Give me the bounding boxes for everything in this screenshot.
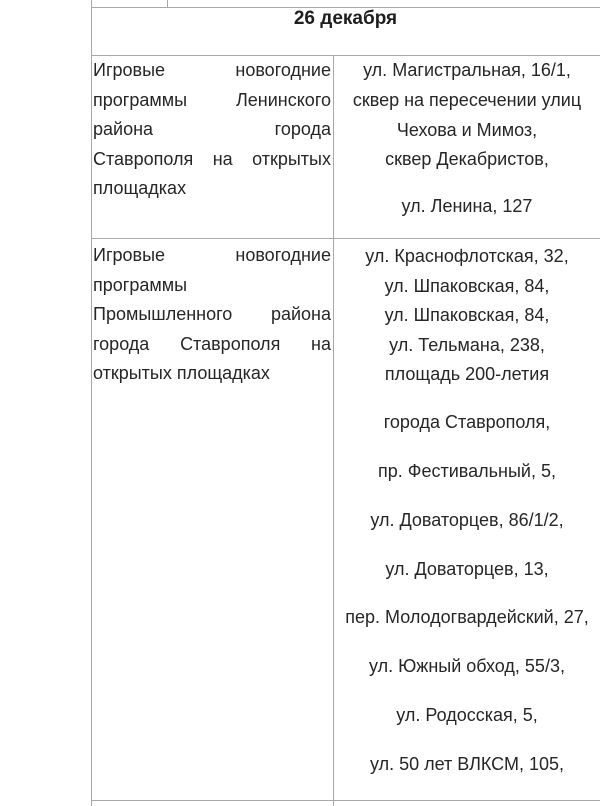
event-line: [93, 241, 331, 271]
address-line: ул. Шпаковская, 84,: [384, 305, 550, 325]
address-line: площадь 200-летия: [384, 364, 550, 384]
event-line: [93, 271, 331, 301]
address-line: ул. Магистральная, 16/1,: [363, 60, 571, 80]
event-word: района: [93, 119, 154, 139]
event-word: площадках: [93, 178, 187, 198]
event-line: [93, 174, 331, 204]
event-word: новогодние: [235, 245, 331, 265]
event-word: города: [274, 119, 331, 139]
address-line: ул. Родосская, 5,: [396, 705, 538, 725]
event-word: программы: [93, 89, 188, 110]
event-line: [93, 56, 331, 86]
address-line: ул. Доваторцев, 86/1/2,: [370, 510, 564, 530]
address-line: ул. Шпаковская, 84,: [384, 276, 550, 296]
event-word: Ставрополя: [180, 333, 281, 354]
event-word: Игровые: [93, 60, 166, 80]
event-description-leninsky: [93, 56, 331, 204]
date-header: 26 декабря: [293, 8, 398, 29]
address-line: Чехова и Мимоз,: [396, 120, 538, 140]
event-word: на: [212, 148, 233, 169]
event-word: Ленинского: [235, 89, 331, 110]
event-word: города: [93, 333, 150, 354]
event-line: [93, 145, 331, 175]
address-line: пер. Молодогвардейский, 27,: [345, 607, 589, 627]
event-word: новогодние: [235, 60, 331, 80]
event-word: программы: [93, 274, 188, 295]
top-row-divider: [167, 0, 168, 7]
address-line: ул. Тельмана, 238,: [389, 335, 545, 355]
event-word: Промышленного: [93, 304, 233, 324]
event-word: на: [311, 333, 331, 354]
address-line: ул. 50 лет ВЛКСМ, 105,: [369, 754, 565, 774]
event-line: [93, 359, 331, 389]
address-line: ул. Доваторцев, 13,: [385, 559, 549, 579]
row-1-bottom-border: [91, 238, 600, 239]
table-border-left: [91, 0, 92, 806]
event-word: открытых: [252, 148, 331, 169]
address-line: ул. Южный обход, 55/3,: [369, 656, 565, 676]
event-line: [93, 115, 331, 145]
event-word: Ставрополя: [93, 148, 194, 169]
address-line: сквер на пересечении улиц: [352, 90, 582, 110]
event-line: [93, 330, 331, 360]
event-word: Игровые: [93, 245, 166, 265]
address-line: города Ставрополя,: [383, 412, 551, 432]
event-word: открытых площадках: [93, 363, 270, 383]
address-line: сквер Декабристов,: [385, 149, 549, 169]
event-word: района: [270, 304, 331, 324]
address-line: пр. Фестивальный, 5,: [378, 461, 556, 481]
address-line: ул. Ленина, 127: [401, 196, 533, 216]
event-line: [93, 86, 331, 116]
event-line: [93, 300, 331, 330]
row-2-bottom-border: [91, 800, 600, 801]
address-line: ул. Краснофлотская, 32,: [365, 246, 569, 266]
event-description-promyshlenny: [93, 241, 331, 389]
